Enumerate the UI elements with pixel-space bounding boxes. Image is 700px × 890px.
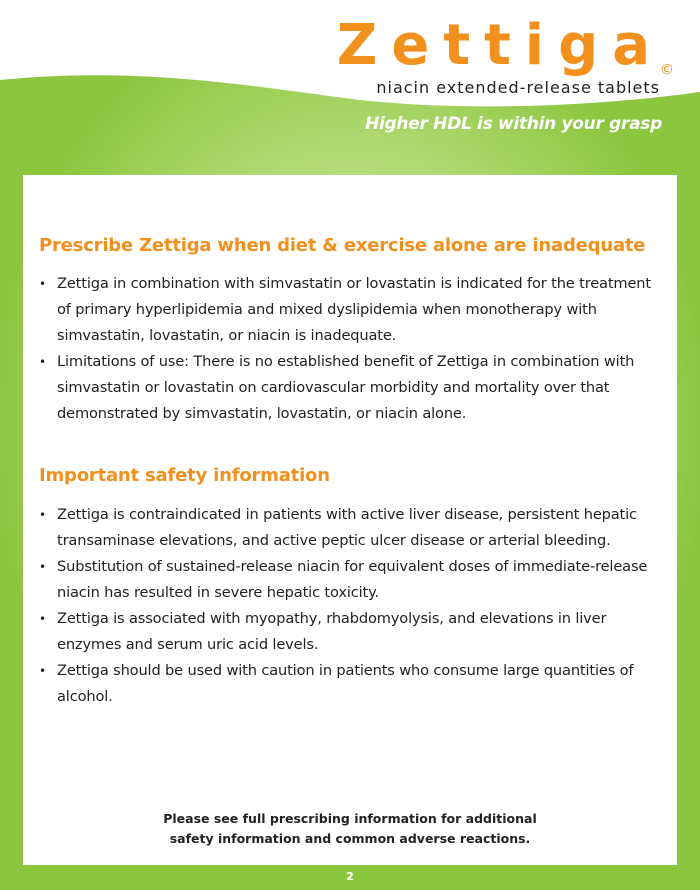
footnote <box>23 809 677 849</box>
list-item: • Limitations of use: There is no established benefit of Zettiga in combination with simvastatin or lovastatin on cardiovascular morbidity and mortality over that demonstrated by simvastatin, lovastatin, or niacin alone. <box>39 349 651 427</box>
footnote-line: safety information and common adverse reactions. <box>169 831 531 846</box>
copyright-mark: © <box>660 62 674 78</box>
content-panel <box>23 175 677 865</box>
safety-list <box>39 502 651 710</box>
list-item: • Substitution of sustained-release niacin for equivalent doses of immediate-release niacin has resulted in severe hepatic toxicity. <box>39 554 651 606</box>
page-number: 2 <box>346 870 354 883</box>
safety-heading: Important safety information <box>39 465 330 486</box>
list-item: • Zettiga is contraindicated in patients with active liver disease, persistent hepatic transaminase elevations, and active peptic ulcer disease or arterial bleeding. <box>39 502 651 554</box>
list-item: • Zettiga is associated with myopathy, rhabdomyolysis, and elevations in liver enzymes and serum uric acid levels. <box>39 606 651 658</box>
list-item: • Zettiga should be used with caution in patients who consume large quantities of alcohol. <box>39 658 651 710</box>
brand-subtitle: niacin extended-release tablets <box>376 78 660 97</box>
tagline: Higher HDL is within your grasp <box>365 114 662 134</box>
prescribe-list <box>39 271 651 427</box>
footnote-line: Please see full prescribing information for additional <box>163 811 537 826</box>
brand-block <box>336 13 674 97</box>
list-item: • Zettiga in combination with simvastatin or lovastatin is indicated for the treatment of primary hyperlipidemia and mixed dyslipidemia when monotherapy with simvastatin, lovastatin, or niacin is inadequate. <box>39 271 651 349</box>
brand-logo: Zettiga <box>336 13 664 78</box>
prescribe-heading: Prescribe Zettiga when diet & exercise alone are inadequate <box>39 235 646 256</box>
